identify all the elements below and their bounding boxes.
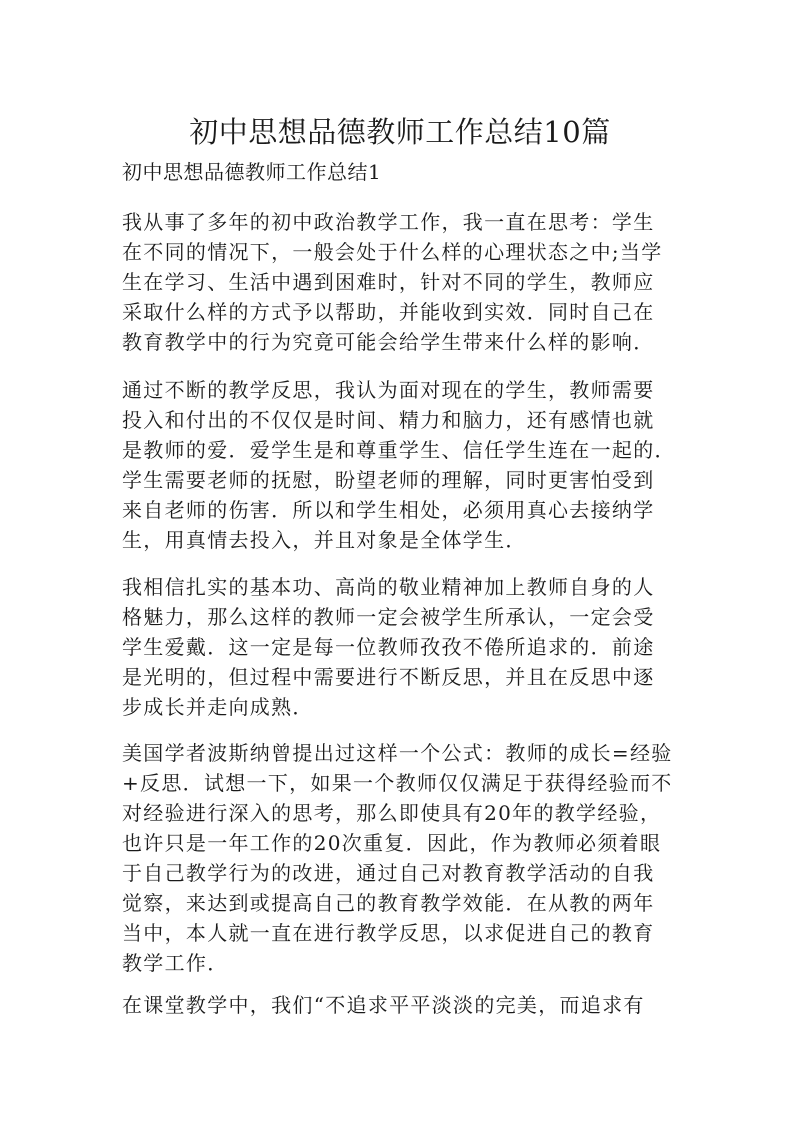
text-line: 对经验进行深入的思考，那么即使具有20年的教学经验， — [122, 801, 662, 825]
paragraph-5 — [122, 990, 682, 1020]
text-line: 美国学者波斯纳曾提出过这样一个公式：教师的成长=经验 — [122, 741, 673, 765]
paragraph-3 — [122, 572, 682, 722]
document-title: 初中思想品德教师工作总结10篇 — [189, 115, 611, 149]
text-line: 觉察，来达到或提高自己的教育教学效能．在从教的两年 — [122, 891, 655, 915]
text-line: 教育教学中的行为究竟可能会给学生带来什么样的影响． — [122, 330, 655, 354]
text-line: 生，用真情去投入，并且对象是全体学生． — [122, 528, 527, 552]
text-line: 来自老师的伤害．所以和学生相处，必须用真心去接纳学 — [122, 498, 655, 522]
text-line: 格魅力，那么这样的教师一定会被学生所承认，一定会受 — [122, 605, 655, 629]
paragraph-2 — [122, 375, 682, 555]
text-line: 通过不断的教学反思，我认为面对现在的学生，教师需要 — [122, 378, 655, 402]
text-line: 在不同的情况下，一般会处于什么样的心理状态之中;当学 — [122, 240, 663, 264]
section-heading: 初中思想品德教师工作总结1 — [122, 160, 382, 184]
text-line: 我从事了多年的初中政治教学工作，我一直在思考：学生 — [122, 210, 655, 234]
text-line: 是光明的，但过程中需要进行不断反思，并且在反思中逐 — [122, 665, 655, 689]
text-line: 是教师的爱．爱学生是和尊重学生、信任学生连在一起的． — [122, 438, 676, 462]
text-line: 采取什么样的方式予以帮助，并能收到实效．同时自己在 — [122, 300, 655, 324]
text-line: 生在学习、生活中遇到困难时，针对不同的学生，教师应 — [122, 270, 655, 294]
text-line: 当中，本人就一直在进行教学反思，以求促进自己的教育 — [122, 921, 655, 945]
paragraph-4 — [122, 738, 682, 978]
text-line: 教学工作． — [122, 951, 229, 975]
text-line: 我相信扎实的基本功、高尚的敬业精神加上教师自身的人 — [122, 575, 655, 599]
text-line: 学生爱戴．这一定是每一位教师孜孜不倦所追求的．前途 — [122, 635, 655, 659]
text-line: +反思．试想一下，如果一个教师仅仅满足于获得经验而不 — [122, 771, 673, 795]
paragraph-1 — [122, 207, 682, 357]
text-line: 在课堂教学中，我们“不追求平平淡淡的完美，而追求有 — [122, 993, 645, 1017]
text-line: 于自己教学行为的改进，通过自己对教育教学活动的自我 — [122, 861, 655, 885]
text-line: 学生需要老师的抚慰，盼望老师的理解，同时更害怕受到 — [122, 468, 655, 492]
text-line: 步成长并走向成熟． — [122, 695, 314, 719]
text-line: 投入和付出的不仅仅是时间、精力和脑力，还有感情也就 — [122, 408, 655, 432]
text-line: 也许只是一年工作的20次重复．因此，作为教师必须着眼 — [122, 831, 662, 855]
